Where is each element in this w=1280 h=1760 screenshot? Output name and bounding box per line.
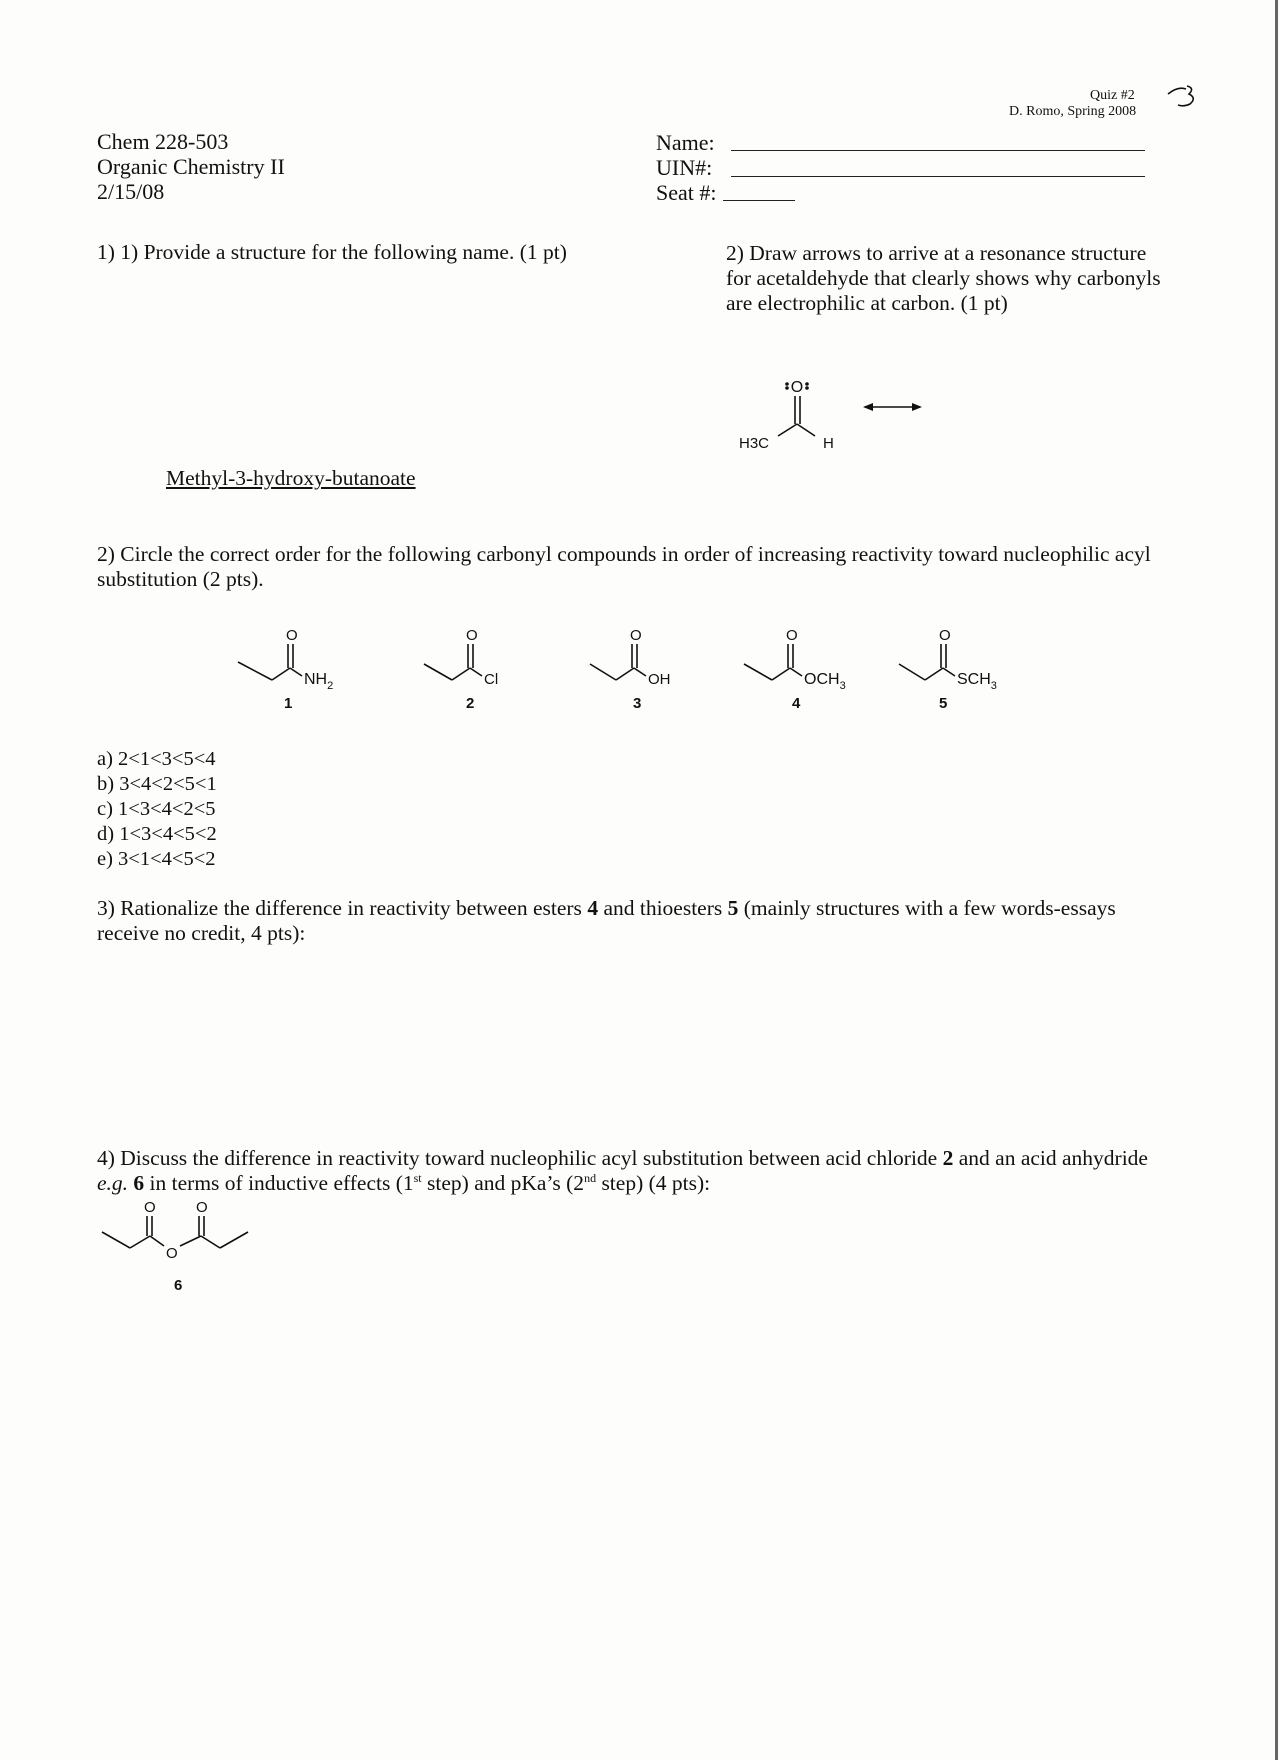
lone-pair-dot <box>785 382 789 386</box>
option-e[interactable]: e) 3<1<4<5<2 <box>97 848 216 870</box>
methoxy-group: $OCH_3$ <box>804 671 846 692</box>
hydrogen-atom: H <box>823 435 834 452</box>
seat-label: Seat #: <box>656 180 717 205</box>
compound-2-structure <box>420 622 530 712</box>
question-1-prompt: 1) 1) Provide a structure for the following name. (1 pt) <box>97 240 567 264</box>
question-4-prompt: 4) Discuss the difference in reactivity toward nucleophilic acyl substitution between acid chloride 2 and an acid anhydride e.g. 6 in terms of inductive effects (1st step) and pKa’s (2nd step) (4 pts): <box>97 1146 1148 1195</box>
option-d[interactable]: d) 1<3<4<5<2 <box>97 823 217 845</box>
carbonyl-oxygen: O <box>286 627 298 644</box>
scan-edge <box>1275 0 1278 1760</box>
oxygen-atom: O <box>790 379 804 396</box>
compound-number: 1 <box>284 695 293 712</box>
option-b[interactable]: b) 3<4<2<5<1 <box>97 773 217 795</box>
compound-number: 5 <box>939 695 948 712</box>
seat-field-line[interactable] <box>723 200 795 201</box>
lone-pair-dot <box>805 386 809 390</box>
hydroxyl-group: OH <box>648 671 671 688</box>
carbonyl-oxygen: O <box>466 627 478 644</box>
compound-number: 2 <box>466 695 475 712</box>
lone-pair-dot <box>805 382 809 386</box>
uin-label: UIN#: <box>656 155 713 180</box>
compound-5-structure <box>897 622 1027 712</box>
option-a[interactable]: a) 2<1<3<5<4 <box>97 748 216 770</box>
option-c[interactable]: c) 1<3<4<2<5 <box>97 798 216 820</box>
question-2a-prompt: 2) Draw arrows to arrive at a resonance structure for acetaldehyde that clearly shows why carbonyls are electrophilic at carbon. (1 pt) <box>726 241 1161 315</box>
compound-number: 4 <box>792 695 801 712</box>
compound-1-structure <box>232 622 352 712</box>
compound-3-structure <box>586 622 696 712</box>
compound-number: 6 <box>174 1277 183 1294</box>
compound-4-structure <box>742 622 872 712</box>
uin-field-line[interactable] <box>731 176 1145 177</box>
carbonyl-oxygen: O <box>196 1199 208 1216</box>
anhydride-structure <box>100 1198 260 1294</box>
carbonyl-oxygen: O <box>939 627 951 644</box>
carbonyl-oxygen: O <box>144 1199 156 1216</box>
lone-pair-dot <box>785 386 789 390</box>
quiz-label: Quiz #2 <box>1090 88 1135 103</box>
bridging-oxygen: O <box>166 1245 178 1262</box>
question-2b-prompt: 2) Circle the correct order for the following carbonyl compounds in order of increasing reactivity toward nucleophilic acyl substitution (2 pts). <box>97 542 1151 591</box>
amine-group: $NH_2$ <box>304 671 334 692</box>
course-name: Organic Chemistry II <box>97 154 285 179</box>
carbonyl-oxygen: O <box>630 627 642 644</box>
answer-options <box>97 747 217 872</box>
instructor-line: D. Romo, Spring 2008 <box>1009 104 1137 119</box>
quiz-date: 2/15/08 <box>97 179 165 204</box>
name-field-line[interactable] <box>731 150 1145 151</box>
methyl-group: H3C <box>739 435 770 452</box>
handwritten-mark <box>1160 80 1200 110</box>
question-3-prompt: 3) Rationalize the difference in reactivity between esters 4 and thioesters 5 (mainly structures with a few words-essays receive no credit, 4 pts): <box>97 896 1116 945</box>
compound-number: 3 <box>633 695 642 712</box>
chloride-group: Cl <box>484 671 499 688</box>
thiomethyl-group: $SCH_3$ <box>957 671 997 692</box>
compound-name: Methyl-3-hydroxy-butanoate <box>166 466 416 490</box>
carbonyl-oxygen: O <box>786 627 798 644</box>
course-code: Chem 228-503 <box>97 129 229 154</box>
acetaldehyde-structure <box>735 370 925 460</box>
name-label: Name: <box>656 130 715 155</box>
